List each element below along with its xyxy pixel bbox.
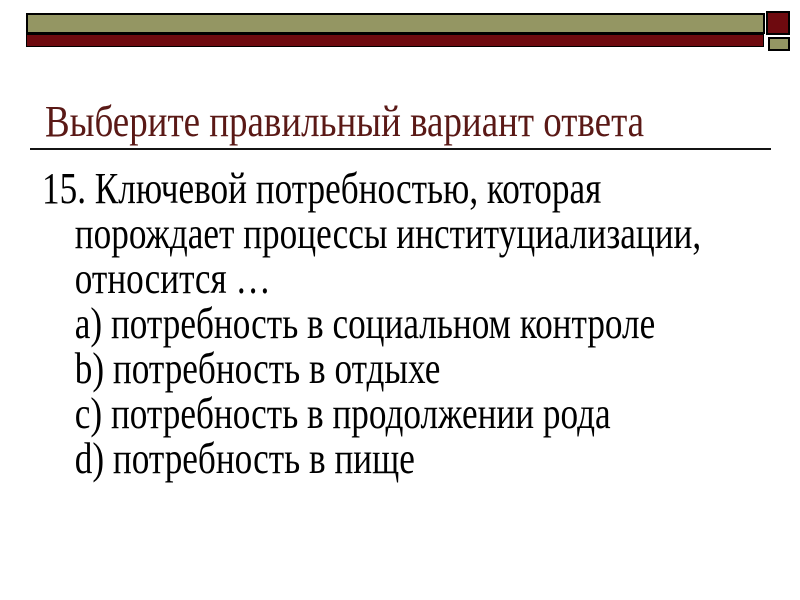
question-line-2: порождает процессы институциализации,	[74, 209, 702, 258]
slide-title: Выберите правильный вариант ответа	[45, 97, 645, 146]
question-block	[42, 166, 778, 481]
option-d-text: потребность в пище	[112, 434, 415, 483]
top-right-square-maroon	[766, 11, 790, 35]
option-b-label: b)	[74, 344, 105, 393]
top-bar-olive	[26, 13, 765, 34]
option-c-text: потребность в продолжении рода	[110, 389, 611, 438]
answer-option-d	[42, 436, 778, 481]
option-a-label: a)	[74, 299, 103, 348]
option-a-text: потребность в социальном контроле	[110, 299, 656, 348]
answer-option-a	[42, 301, 778, 346]
answer-option-b	[42, 346, 778, 391]
question-line-1: 15. Ключевой потребностью, которая	[42, 164, 602, 213]
title-underline	[30, 148, 771, 150]
top-bar-maroon	[26, 34, 764, 47]
option-d-label: d)	[74, 434, 105, 483]
option-b-text: потребность в отдыхе	[112, 344, 441, 393]
top-right-square-olive	[768, 37, 790, 51]
answer-option-c	[42, 391, 778, 436]
question-line-3: относится …	[74, 254, 271, 303]
option-c-label: c)	[74, 389, 103, 438]
